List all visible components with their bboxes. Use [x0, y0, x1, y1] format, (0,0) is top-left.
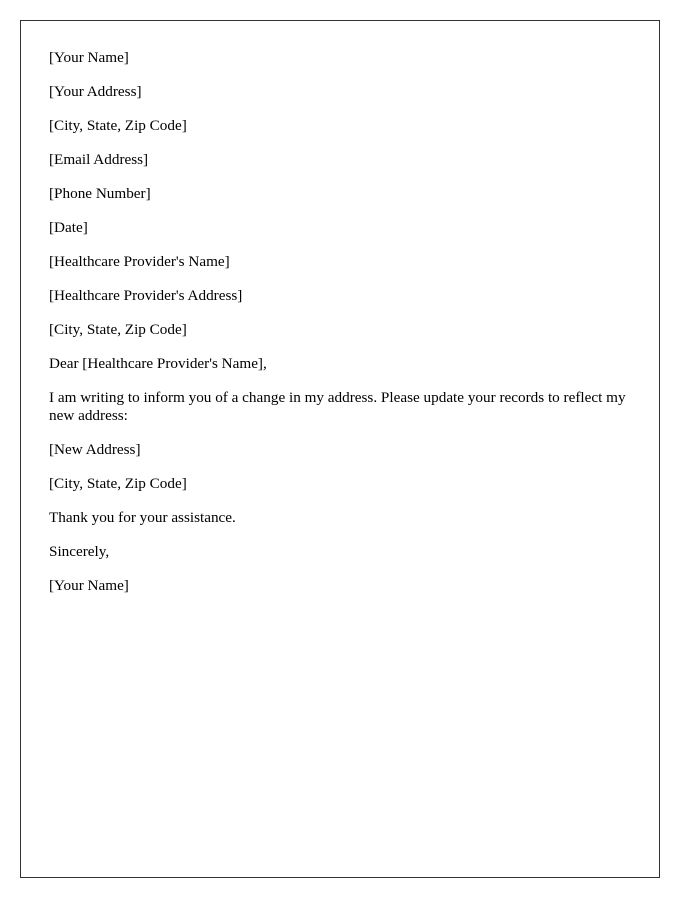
sender-address: [Your Address]	[49, 83, 142, 100]
recipient-city-state-zip: [City, State, Zip Code]	[49, 321, 187, 338]
sender-phone: [Phone Number]	[49, 185, 151, 202]
new-address: [New Address]	[49, 441, 141, 458]
intro-paragraph: I am writing to inform you of a change in my address. Please update your records to reflect my new address:	[49, 389, 626, 424]
letter-page	[20, 20, 660, 878]
letter-date: [Date]	[49, 219, 88, 236]
closing: Sincerely,	[49, 543, 110, 560]
sender-city-state-zip: [City, State, Zip Code]	[49, 117, 187, 134]
new-city-state-zip: [City, State, Zip Code]	[49, 475, 187, 492]
salutation: Dear [Healthcare Provider's Name],	[49, 355, 267, 372]
recipient-address: [Healthcare Provider's Address]	[49, 287, 243, 304]
sender-name: [Your Name]	[49, 49, 129, 66]
recipient-name: [Healthcare Provider's Name]	[49, 253, 230, 270]
thanks-line: Thank you for your assistance.	[49, 509, 236, 526]
sender-email: [Email Address]	[49, 151, 149, 168]
signature-name: [Your Name]	[49, 577, 129, 594]
